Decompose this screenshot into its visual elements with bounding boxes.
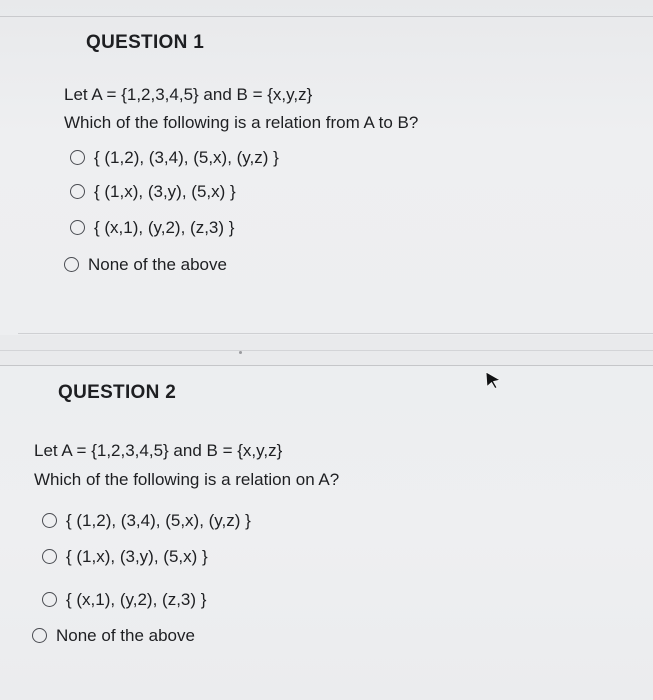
question-1-option-1[interactable] [70, 149, 279, 166]
question-2-option-4[interactable] [32, 627, 195, 644]
option-label: { (1,x), (3,y), (5,x) } [66, 547, 208, 566]
question-2-title: QUESTION 2 [58, 382, 177, 403]
option-label: { (x,1), (y,2), (z,3) } [94, 218, 235, 237]
question-2-sets-text: Let A = {1,2,3,4,5} and B = {x,y,z} [34, 441, 283, 460]
radio-unselected-icon[interactable] [64, 257, 79, 272]
question-2-option-3[interactable] [42, 591, 206, 608]
question-1-option-2[interactable] [70, 183, 236, 200]
separator-dot [239, 351, 242, 354]
question-2-prompt: Which of the following is a relation on A? [34, 470, 340, 489]
radio-unselected-icon[interactable] [70, 150, 85, 165]
question-1-bottom-divider [18, 333, 653, 334]
top-divider [0, 16, 653, 17]
option-label: { (x,1), (y,2), (z,3) } [66, 590, 207, 609]
question-1-title: QUESTION 1 [86, 32, 205, 53]
question-2-panel [0, 366, 653, 700]
radio-unselected-icon[interactable] [32, 628, 47, 643]
question-1-option-4[interactable] [64, 256, 227, 273]
radio-unselected-icon[interactable] [42, 549, 57, 564]
radio-unselected-icon[interactable] [70, 184, 85, 199]
option-label: { (1,2), (3,4), (5,x), (y,z) } [94, 148, 279, 167]
question-2-top-divider [0, 365, 653, 366]
radio-unselected-icon[interactable] [42, 592, 57, 607]
radio-unselected-icon[interactable] [42, 513, 57, 528]
option-label: { (1,x), (3,y), (5,x) } [94, 182, 236, 201]
question-2-option-1[interactable] [42, 512, 251, 529]
radio-unselected-icon[interactable] [70, 220, 85, 235]
option-label: None of the above [56, 626, 195, 645]
option-label: None of the above [88, 255, 227, 274]
option-label: { (1,2), (3,4), (5,x), (y,z) } [66, 511, 251, 530]
question-1-sets-text: Let A = {1,2,3,4,5} and B = {x,y,z} [64, 85, 313, 104]
question-2-option-2[interactable] [42, 548, 208, 565]
mouse-pointer-icon [484, 371, 502, 389]
question-1-prompt: Which of the following is a relation from A to B? [64, 113, 419, 132]
separator-line [0, 350, 653, 351]
question-1-option-3[interactable] [70, 219, 234, 236]
